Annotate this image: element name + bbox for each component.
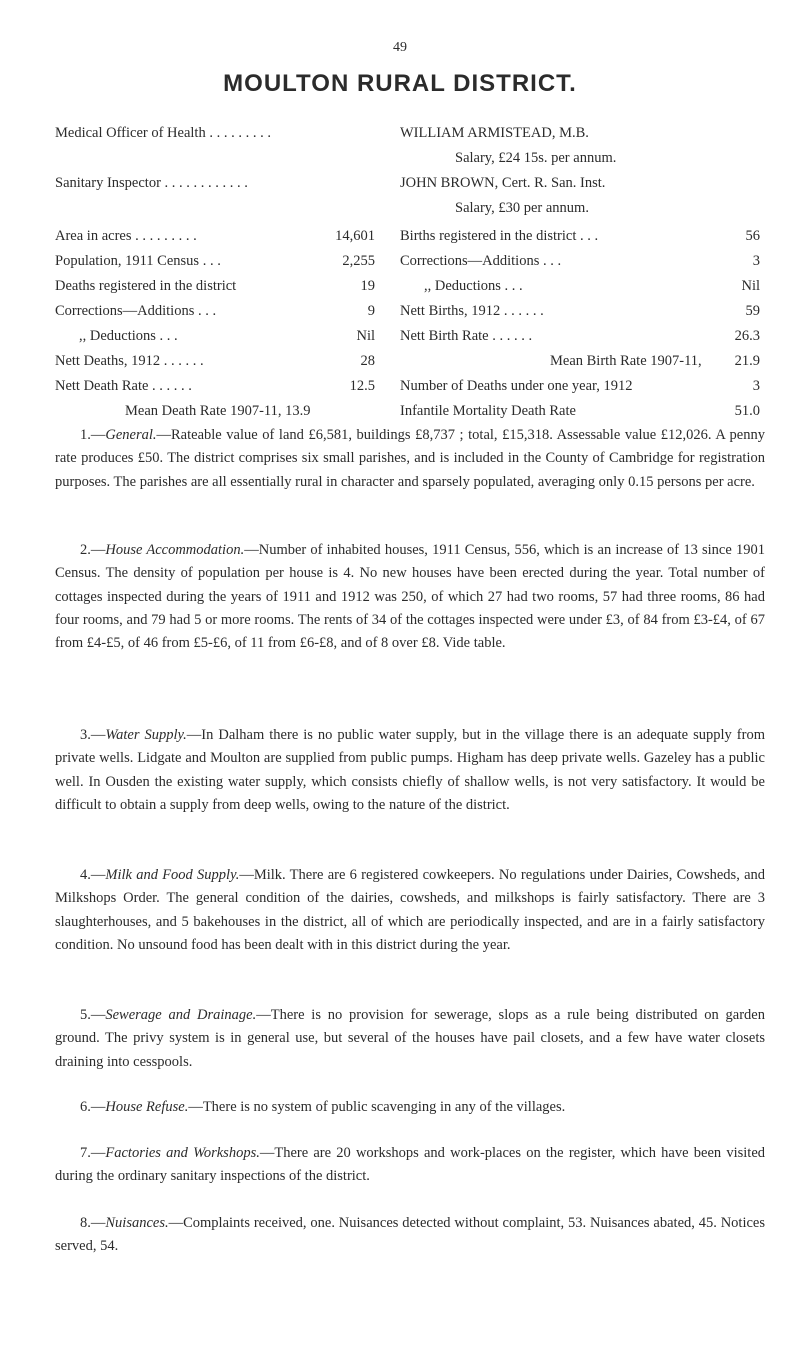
- paragraph-title: House Refuse.: [105, 1099, 189, 1115]
- paragraph-text: —Milk. There are 6 registered cowkeepers. No regulations under Dairies, Cowsheds, and Milkshops Order. The general condition of the dairies, cowsheds, and milkshops is fairly satisfactory. There are 3 slaughterhouses, and 5 bakehouses in the district, all of which are periodically inspected, and are in a fairly satisfactory condition. No unsound food has been dealt with in this district during the year.: [55, 867, 766, 953]
- paragraph-text: —Rateable value of land £6,581, buildings £8,737 ; total, £15,318. Assessable value £12,026. A penny rate produces £50. The district comprises six small parishes, and is included in the County of Cambridge for registration purposes. The parishes are all essentially rural in character and sparsely populated, averaging only 0.15 persons per acre.: [55, 427, 765, 490]
- stat-value: 12.5: [349, 378, 375, 394]
- page-title: MOULTON RURAL DISTRICT.: [223, 70, 577, 97]
- paragraph-text: —Complaints received, one. Nuisances detected without complaint, 53. Nuisances abated, 45. Notices served, 54.: [55, 1215, 765, 1255]
- sanitary-inspector-label: Sanitary Inspector . . . . . . . . . . . .: [55, 175, 248, 191]
- stat-label: Nett Birth Rate . . . . . .: [400, 328, 533, 344]
- paragraph-water-supply: [55, 724, 765, 817]
- stat-label: Area in acres . . . . . . . . .: [55, 228, 197, 244]
- stat-value: Nil: [741, 278, 760, 294]
- paragraph-number: 1.—: [80, 427, 106, 443]
- medical-officer-salary: Salary, £24 15s. per annum.: [455, 150, 617, 166]
- paragraph-number: 5.—: [80, 1007, 106, 1023]
- paragraph-milk-food: [55, 864, 765, 957]
- paragraph-number: 4.—: [80, 867, 106, 883]
- paragraph-nuisances: [55, 1212, 765, 1259]
- stat-label: Corrections—Additions . . .: [55, 303, 217, 319]
- medical-officer-name: WILLIAM ARMISTEAD, M.B.: [400, 125, 589, 141]
- stat-label: Deaths registered in the district: [55, 278, 237, 294]
- stat-label: Population, 1911 Census . . .: [55, 253, 221, 269]
- stat-value: 59: [745, 303, 760, 319]
- paragraph-text: —There are 20 workshops and work-places on the register, which have been visited during the ordinary sanitary inspections of the district.: [55, 1145, 765, 1185]
- sanitary-inspector-salary: Salary, £30 per annum.: [455, 200, 589, 216]
- paragraph-sewerage: [55, 1004, 765, 1074]
- stat-value: Nil: [356, 328, 375, 344]
- stat-label: Nett Births, 1912 . . . . . .: [400, 303, 544, 319]
- stat-label: Corrections—Additions . . .: [400, 253, 562, 269]
- stat-value: 14,601: [335, 228, 375, 244]
- stat-label: Mean Birth Rate 1907-11,: [550, 353, 702, 369]
- paragraph-title: Milk and Food Supply.: [105, 867, 240, 883]
- medical-officer-label: Medical Officer of Health . . . . . . . . .: [55, 125, 271, 141]
- paragraph-text: —Number of inhabited houses, 1911 Census, 556, which is an increase of 13 since 1901 Census. The density of population per house is 4. No new houses have been erected during the year. Total number of cottages inspected during the years of 1911 and 1912 was 250, of which 27 had two rooms, 57 had three rooms, 86 had four rooms, and 79 had 5 or more rooms. The rents of 34 of the cottages inspected were under £3, of 84 from £3-£4, of 67 from £4-£5, of 46 from £5-£6, of 11 from £6-£8, and of 8 over £8. Vide table.: [55, 542, 765, 652]
- stat-value: 28: [360, 353, 375, 369]
- paragraph-text: —There is no system of public scavenging in any of the villages.: [188, 1099, 566, 1115]
- paragraph-title: General.: [105, 427, 157, 443]
- stat-value: 2,255: [342, 253, 375, 269]
- paragraph-factories: [55, 1142, 765, 1189]
- paragraph-title: Nuisances.: [105, 1215, 169, 1231]
- paragraph-title: Factories and Workshops.: [105, 1145, 260, 1161]
- stat-value: 26.3: [734, 328, 760, 344]
- paragraph-house-refuse: [55, 1096, 765, 1119]
- paragraph-number: 7.—: [80, 1145, 106, 1161]
- stat-label: ,, Deductions . . .: [424, 278, 523, 294]
- stat-value: 56: [745, 228, 760, 244]
- page-number: 49: [393, 40, 407, 55]
- stat-label: Number of Deaths under one year, 1912: [400, 378, 633, 394]
- stat-label: Infantile Mortality Death Rate: [400, 403, 576, 419]
- mean-death-rate: Mean Death Rate 1907-11, 13.9: [125, 403, 311, 419]
- sanitary-inspector-name: JOHN BROWN, Cert. R. San. Inst.: [400, 175, 606, 191]
- stat-value: 3: [752, 253, 760, 269]
- stat-value: 19: [360, 278, 375, 294]
- paragraph-text: —In Dalham there is no public water supply, but in the village there is an adequate supply from private wells. Lidgate and Moulton are supplied from public pumps. Higham has deep private wells. Gazeley has a public well. In Ousden the existing water supply, which consists chiefly of shallow wells, is not very satisfactory. It would be difficult to obtain a supply from deep wells, owing to the nature of the district.: [55, 727, 765, 813]
- stat-value: 9: [367, 303, 375, 319]
- paragraph-number: 6.—: [80, 1099, 106, 1115]
- paragraph-house-accommodation: [55, 539, 765, 655]
- paragraph-number: 2.—: [80, 542, 106, 558]
- paragraph-title: House Accommodation.: [105, 542, 245, 558]
- stat-label: ,, Deductions . . .: [79, 328, 178, 344]
- stat-value: 3: [752, 378, 760, 394]
- stat-value: 21.9: [734, 353, 760, 369]
- paragraph-number: 8.—: [80, 1215, 106, 1231]
- paragraph-number: 3.—: [80, 727, 106, 743]
- stat-label: Nett Death Rate . . . . . .: [55, 378, 192, 394]
- stat-label: Births registered in the district . . .: [400, 228, 599, 244]
- stat-label: Nett Deaths, 1912 . . . . . .: [55, 353, 204, 369]
- paragraph-general: [55, 424, 765, 494]
- paragraph-text: —There is no provision for sewerage, slops as a rule being distributed on garden ground. The privy system is in general use, but several of the houses have pail closets, and a few have water closets draining into cesspools.: [55, 1007, 765, 1070]
- paragraph-title: Sewerage and Drainage.: [105, 1007, 257, 1023]
- paragraph-title: Water Supply.: [105, 727, 187, 743]
- stat-value: 51.0: [734, 403, 760, 419]
